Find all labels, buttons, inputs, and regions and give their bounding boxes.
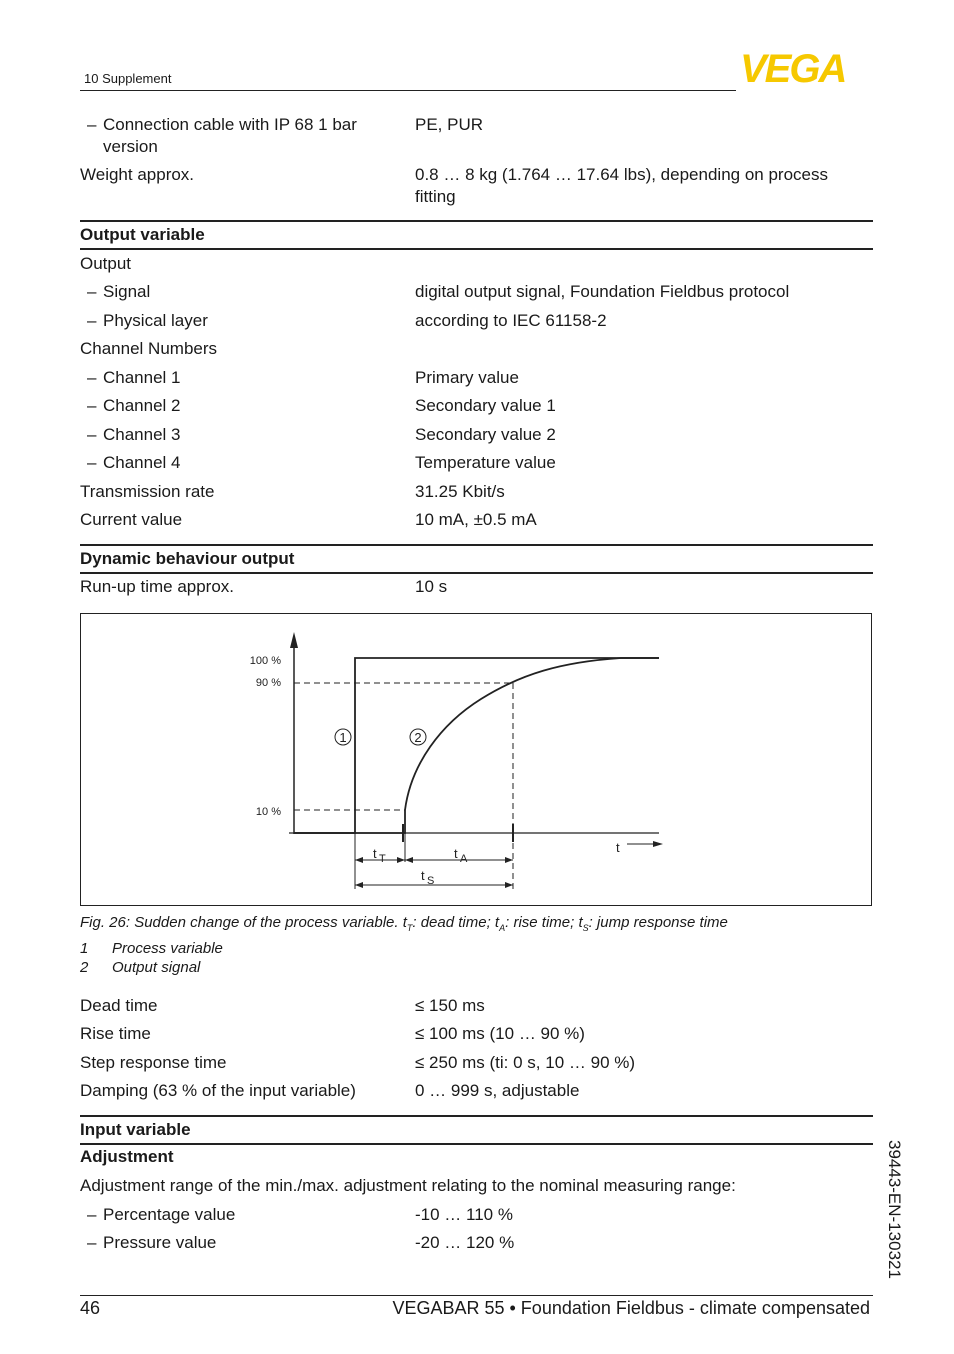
heading-dynamic-behaviour: Dynamic behaviour output: [80, 549, 295, 568]
row-label: Transmission rate: [80, 482, 215, 501]
arrow-icon: [397, 857, 405, 863]
row-value: 0 … 999 s, adjustable: [415, 1081, 580, 1100]
row-label: – Connection cable with IP 68 1 bar version: [87, 114, 393, 158]
row-label: – Channel 4: [87, 452, 181, 474]
row-label: – Physical layer: [87, 310, 208, 332]
footer-title: VEGABAR 55 • Foundation Fieldbus - climate compensated: [392, 1298, 870, 1318]
row-channel-2: [80, 395, 873, 419]
row-label: – Signal: [87, 281, 150, 303]
row-label: Rise time: [80, 1024, 151, 1043]
row-value: ≤ 100 ms (10 … 90 %): [415, 1024, 585, 1043]
logo-text: VEGA: [740, 50, 846, 86]
vega-logo: [740, 50, 872, 86]
y-axis-arrow-icon: [290, 632, 298, 648]
heading-output-variable: Output variable: [80, 225, 205, 244]
row-value: 0.8 … 8 kg (1.764 … 17.64 lbs), depending on process fitting: [415, 165, 828, 206]
row-value: Temperature value: [415, 453, 556, 472]
footer-rule: [80, 1295, 873, 1296]
output-signal-curve: [294, 658, 659, 833]
row-channel-numbers: [80, 338, 873, 362]
label-t-axis: t: [616, 840, 620, 855]
row-value: PE, PUR: [415, 115, 484, 134]
row-label: – Percentage value: [87, 1204, 235, 1226]
row-label: Weight approx.: [80, 165, 195, 184]
label-tT-sub: T: [379, 853, 386, 865]
section-rule-top: [80, 1115, 873, 1117]
marker-1: 1: [339, 730, 347, 745]
row-value: 31.25 Kbit/s: [415, 482, 505, 501]
section-rule-top: [80, 220, 873, 222]
row-label: – Channel 3: [87, 424, 181, 446]
row-signal: [80, 281, 873, 305]
row-channel-3: [80, 424, 873, 448]
arrow-icon: [355, 857, 363, 863]
row-value: Secondary value 1: [415, 396, 556, 415]
section-rule-bottom: [80, 572, 873, 574]
row-weight: [80, 164, 873, 210]
row-label: Step response time: [80, 1053, 227, 1072]
row-channel-4: [80, 452, 873, 476]
label-tS: t: [421, 868, 425, 883]
row-percentage-value: [80, 1204, 873, 1228]
row-value: digital output signal, Foundation Fieldbus protocol: [415, 282, 790, 301]
row-step-response: [80, 1052, 873, 1076]
marker-2: 2: [414, 730, 422, 745]
row-connection-cable: [80, 114, 873, 160]
process-variable-line: [294, 658, 659, 833]
row-damping: [80, 1080, 873, 1104]
row-value: Secondary value 2: [415, 425, 556, 444]
row-rise-time: [80, 1023, 873, 1047]
arrow-icon: [405, 857, 413, 863]
row-label: – Channel 2: [87, 395, 181, 417]
section-rule-bottom: [80, 1143, 873, 1145]
y-label-90: 90 %: [255, 677, 281, 689]
row-label: – Channel 1: [87, 367, 181, 389]
row-dead-time: [80, 995, 873, 1019]
label-tA-sub: A: [460, 853, 468, 865]
row-pressure-value: [80, 1232, 873, 1256]
figure-caption: Fig. 26: Sudden change of the process variable. $t_T$: dead time; $t_A$: rise time; $t_S$: jump response time: [80, 914, 728, 933]
y-label-10: 10 %: [255, 806, 281, 818]
label-tS-sub: S: [427, 875, 435, 887]
row-label: Run-up time approx.: [80, 577, 235, 596]
row-label: Damping (63 % of the input variable): [80, 1081, 356, 1100]
row-value: 10 mA, ±0.5 mA: [415, 510, 537, 529]
subheading-adjustment: Adjustment: [80, 1147, 174, 1166]
response-diagram: [81, 614, 873, 907]
arrow-icon: [355, 882, 363, 888]
section-label: 10 Supplement: [84, 71, 172, 86]
row-label: Adjustment range of the min./max. adjustment relating to the nominal measuring range:: [80, 1176, 736, 1195]
section-rule-top: [80, 544, 873, 546]
row-label: Dead time: [80, 996, 158, 1015]
label-tT: t: [373, 846, 377, 861]
row-value: -10 … 110 %: [415, 1205, 513, 1224]
y-label-100: 100 %: [249, 655, 281, 667]
row-runup-time: [80, 576, 873, 600]
heading-input-variable: Input variable: [80, 1120, 191, 1139]
section-rule-bottom: [80, 248, 873, 250]
row-label: – Pressure value: [87, 1232, 216, 1254]
row-label: Output: [80, 254, 132, 273]
row-label: Channel Numbers: [80, 339, 218, 358]
document-number: 39443-EN-130321: [885, 1140, 904, 1279]
figure-box: [80, 613, 872, 906]
header-rule: [80, 90, 736, 91]
row-transmission-rate: [80, 481, 873, 505]
label-tA: t: [454, 846, 458, 861]
row-value: ≤ 250 ms (ti: 0 s, 10 … 90 %): [415, 1053, 636, 1072]
row-value: 10 s: [415, 577, 448, 596]
row-value: according to IEC 61158-2: [415, 311, 607, 330]
row-value: Primary value: [415, 368, 519, 387]
row-output: [80, 253, 873, 277]
row-value: ≤ 150 ms: [415, 996, 485, 1015]
row-channel-1: [80, 367, 873, 391]
row-adjustment-intro: [80, 1175, 873, 1199]
arrow-icon: [505, 882, 513, 888]
row-current-value: [80, 509, 873, 533]
t-arrow-icon: [653, 841, 663, 847]
row-value: -20 … 120 %: [415, 1233, 515, 1252]
arrow-icon: [505, 857, 513, 863]
page-number: 46: [80, 1298, 101, 1318]
row-label: Current value: [80, 510, 183, 529]
row-physical-layer: [80, 310, 873, 334]
